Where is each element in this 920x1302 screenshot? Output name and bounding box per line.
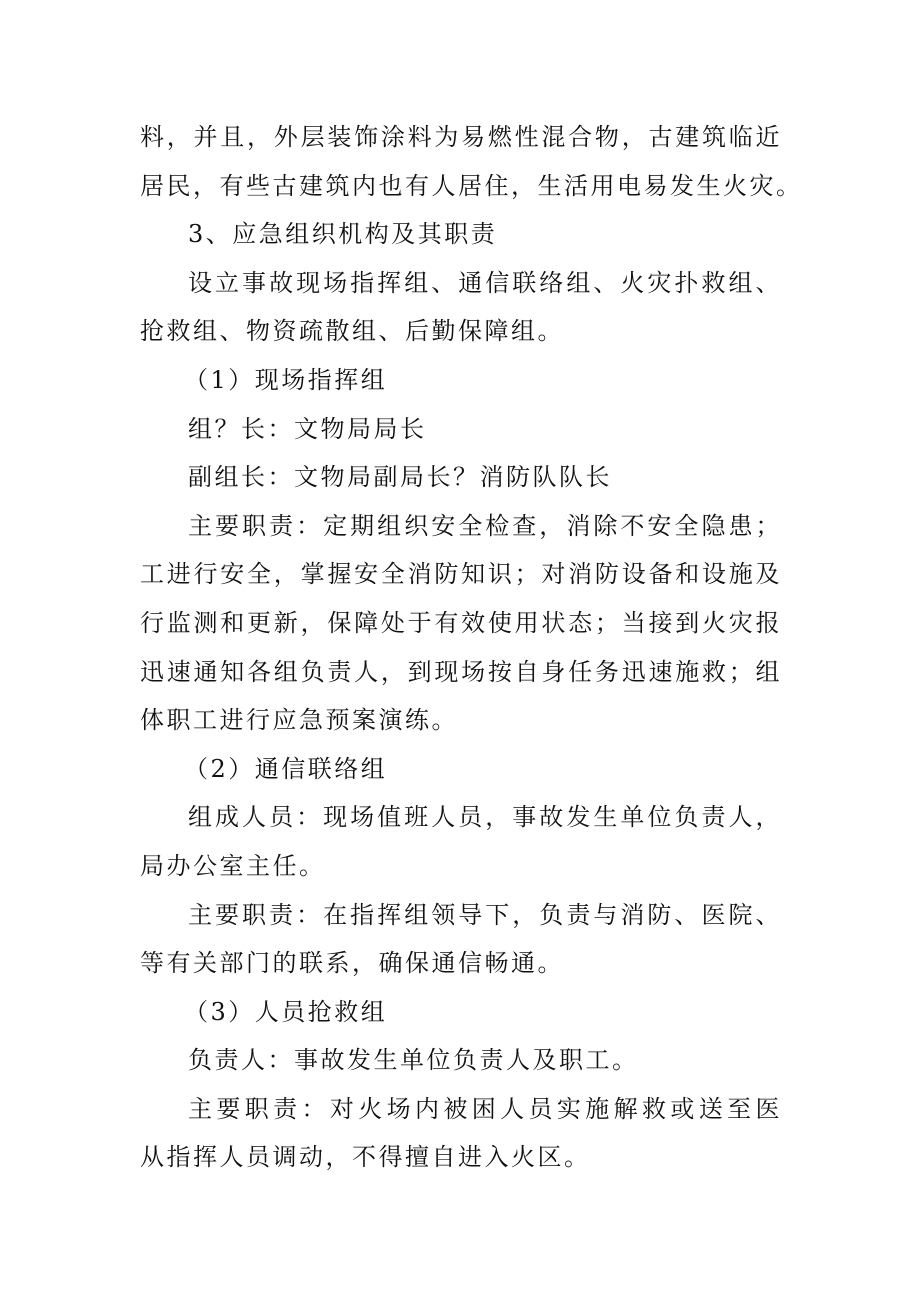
paragraph-line: 主要职责：定期组织安全检查，消除不安全隐患； xyxy=(188,511,782,540)
paragraph-line: 主要职责：在指挥组领导下，负责与消防、医院、 xyxy=(188,900,782,929)
section-heading: 3、应急组织机构及其职责 xyxy=(188,220,498,249)
paragraph-line: 局办公室主任。 xyxy=(140,851,326,880)
paragraph-line: 工进行安全，掌握安全消防知识；对消防设备和设施及 xyxy=(140,560,782,589)
paragraph-line: 主要职责：对火场内被困人员实施解救或送至医 xyxy=(188,1094,782,1123)
paragraph-line: 组？长：文物局局长 xyxy=(188,414,427,443)
paragraph-line: 等有关部门的联系，确保通信畅通。 xyxy=(140,949,564,978)
paragraph-line: 副组长：文物局副局长？消防队队长 xyxy=(188,463,612,492)
subsection-heading: （3）人员抢救组 xyxy=(184,997,388,1026)
paragraph-line: 负责人：事故发生单位负责人及职工。 xyxy=(188,1046,639,1075)
paragraph-line: 从指挥人员调动，不得擅自进入火区。 xyxy=(140,1143,591,1172)
paragraph-line: 体职工进行应急预案演练。 xyxy=(140,706,458,735)
paragraph-line: 料，并且，外层装饰涂料为易燃性混合物，古建筑临近 xyxy=(140,123,782,151)
paragraph-line: 迅速通知各组负责人，到现场按自身任务迅速施救；组 xyxy=(140,657,782,686)
paragraph-line: 抢救组、物资疏散组、后勤保障组。 xyxy=(140,317,564,346)
paragraph-line: 居民，有些古建筑内也有人居住，生活用电易发生火灾。 xyxy=(140,171,803,200)
paragraph-line: 行监测和更新，保障处于有效使用状态；当接到火灾报 xyxy=(140,608,782,637)
subsection-heading: （2）通信联络组 xyxy=(184,754,388,783)
paragraph-line: 组成人员：现场值班人员，事故发生单位负责人， xyxy=(188,803,782,832)
document-body xyxy=(140,113,803,1182)
paragraph-line: 设立事故现场指挥组、通信联络组、火灾扑救组、 xyxy=(188,268,782,297)
subsection-heading: （1）现场指挥组 xyxy=(184,365,388,394)
